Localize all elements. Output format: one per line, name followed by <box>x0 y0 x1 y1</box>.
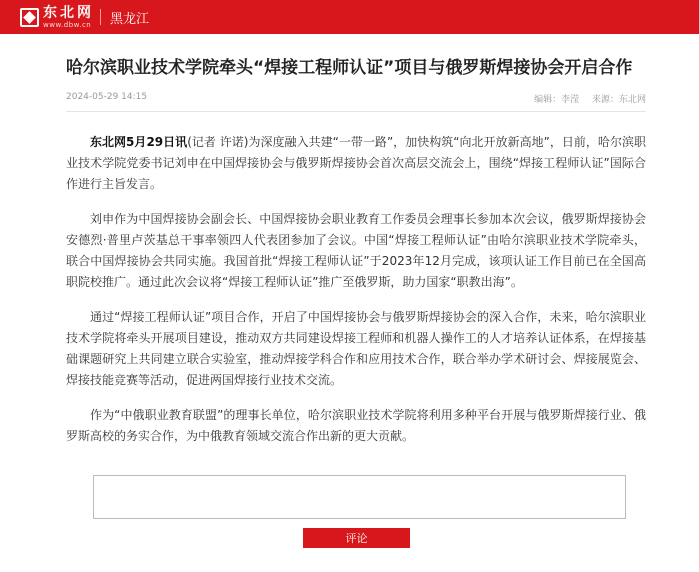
comment-input[interactable] <box>93 475 626 519</box>
editor-label: 编辑：李滢 <box>534 95 580 105</box>
logo-url: www.dbw.cn <box>43 20 92 29</box>
article-paragraph <box>66 405 646 447</box>
region-link[interactable]: 黑龙江 <box>110 11 150 27</box>
logo-text: 东北网 <box>43 4 94 21</box>
article-paragraph <box>66 307 646 391</box>
title-divider <box>66 111 646 112</box>
paragraph-text: 通过“焊接工程师认证”项目合作，开启了中国焊接协会与俄罗斯焊接协会的深入合作，未来，哈尔滨职业技术学院将牵头开展项目建设，推动双方共同建设焊接工程师和机器人操作工的人才培养认证体系，在焊接基础课题研究上共同建立联合实验室，推动焊接学科合作和应用技术合作，联合举办学术研讨会、焊接展览会、焊接技能竞赛等活动，促进两国焊接行业技术交流。 <box>66 310 646 387</box>
header-divider <box>100 9 101 25</box>
logo-mark-icon <box>20 8 39 27</box>
source-label: 来源：东北网 <box>591 95 646 105</box>
comment-submit-button[interactable]: 评论 <box>303 528 410 548</box>
top-bar <box>0 0 699 34</box>
article-body <box>66 132 646 461</box>
dateline: 东北网5月29日讯 <box>90 135 188 149</box>
site-logo[interactable] <box>20 0 94 34</box>
article-paragraph <box>66 132 646 195</box>
paragraph-text: 作为“中俄职业教育联盟”的理事长单位，哈尔滨职业技术学院将利用多种平台开展与俄罗斯焊接行业、俄罗斯高校的务实合作，为中俄教育领域交流合作出新的更大贡献。 <box>66 408 646 443</box>
article-paragraph <box>66 209 646 293</box>
publish-date: 2024-05-29 14:15 <box>66 92 148 102</box>
paragraph-text: 刘申作为中国焊接协会副会长、中国焊接协会职业教育工作委员会理事长参加本次会议，俄罗斯焊接协会安德烈·普里卢茨基总干事率领四人代表团参加了会议。中国“焊接工程师认证”由哈尔滨职业技术学院牵头，联合中国焊接协会共同实施。我国首批“焊接工程师认证”于2023年12月完成，该项认证工作目前已在全国高职院校推广。通过此次会议将“焊接工程师认证”推广至俄罗斯，助力国家“职教出海”。 <box>66 212 646 289</box>
article-meta <box>66 92 646 106</box>
article-title: 哈尔滨职业技术学院牵头“焊接工程师认证”项目与俄罗斯焊接协会开启合作 <box>66 58 633 78</box>
paragraph-text: (记者 许诺)为深度融入共建“一带一路”，加快构筑“向北开放新高地”，日前，哈尔滨职业技术学院党委书记刘申在中国焊接协会与俄罗斯焊接协会首次高层交流会上，围绕“焊接工程师认证”国际合作进行主旨发言。 <box>66 135 646 191</box>
